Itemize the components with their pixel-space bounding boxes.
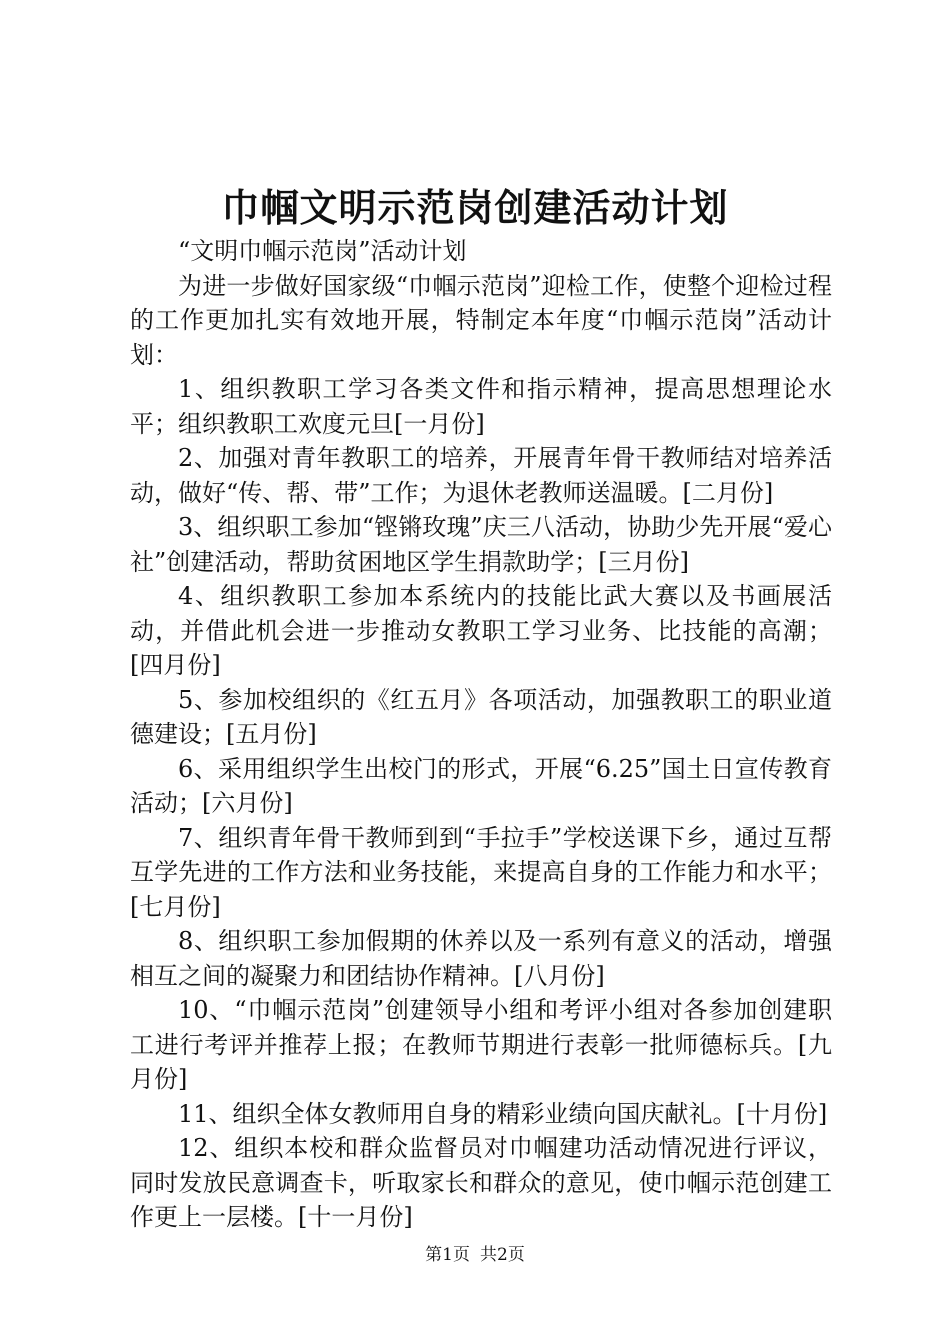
intro-paragraph: 为进一步做好国家级“巾帼示范岗”迎检工作，使整个迎检过程的工作更加扎实有效地开展，特制定本年度“巾帼示范岗”活动计划： [130,271,832,369]
page-footer [0,1243,950,1267]
plan-item-june: 6、采用组织学生出校门的形式，开展“6.25”国土日宣传教育活动；[六月份] [130,754,832,817]
plan-item-january: 1、组织教职工学习各类文件和指示精神，提高思想理论水平；组织教职工欢度元旦[一月份] [130,375,832,438]
plan-item-october: 11、组织全体女教师用自身的精彩业绩向国庆献礼。[十月份] [178,1099,828,1128]
plan-item-april: 4、组织教职工参加本系统内的技能比武大赛以及书画展活动，并借此机会进一步推动女教职工学习业务、比技能的高潮；[四月份] [130,582,832,679]
plan-item-november: 12、组织本校和群众监督员对巾帼建功活动情况进行评议，同时发放民意调查卡，听取家长和群众的意见，使巾帼示范创建工作更上一层楼。[十一月份] [130,1134,832,1231]
plan-item-february: 2、加强对青年教职工的培养，开展青年骨干教师结对培养活动，做好“传、帮、带”工作；为退休老教师送温暖。[二月份] [130,444,832,507]
plan-item-august: 8、组织职工参加假期的休养以及一系列有意义的活动，增强相互之间的凝聚力和团结协作精神。[八月份] [130,927,832,990]
plan-item-september: 10、“巾帼示范岗”创建领导小组和考评小组对各参加创建职工进行考评并推荐上报；在教师节期进行表彰一批师德标兵。[九月份] [130,996,832,1093]
page-number: 第1页 [425,1245,470,1265]
document-title: 巾帼文明示范岗创建活动计划 [221,185,729,230]
plan-item-may: 5、参加校组织的《红五月》各项活动，加强教职工的职业道德建设；[五月份] [130,685,832,748]
page-count: 共2页 [480,1245,525,1265]
document-body [130,234,832,1235]
plan-item-july: 7、组织青年骨干教师到到“手拉手”学校送课下乡，通过互帮互学先进的工作方法和业务技能，来提高自身的工作能力和水平；[七月份] [130,823,832,921]
plan-item-march: 3、组织职工参加“铿锵玫瑰”庆三八活动，协助少先开展“爱心社”创建活动，帮助贫困地区学生捐款助学；[三月份] [130,513,832,576]
plan-heading-paragraph: “文明巾帼示范岗”活动计划 [178,237,467,265]
